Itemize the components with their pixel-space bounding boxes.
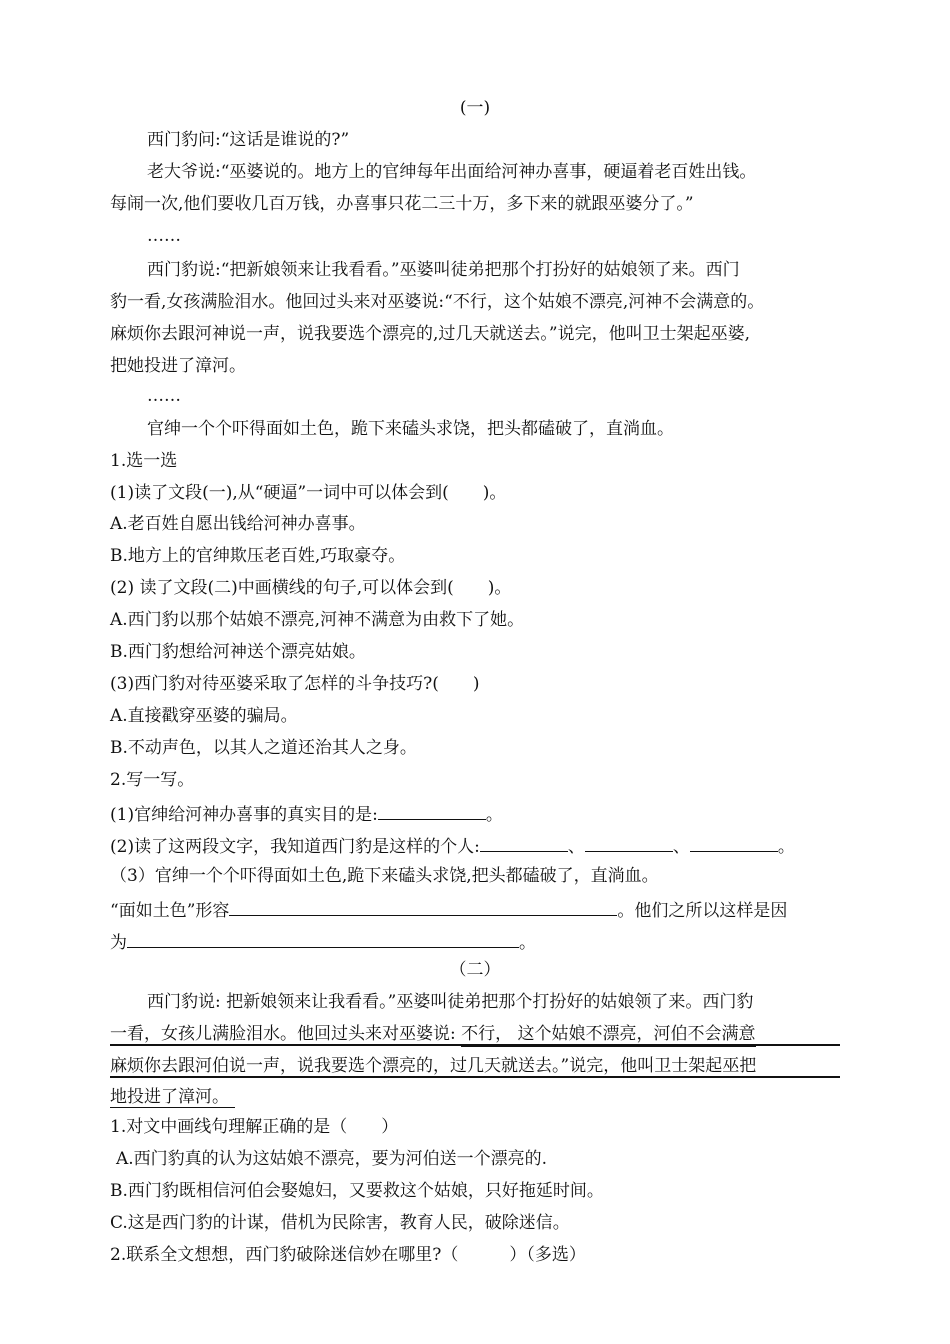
underlined-sentence: 麻烦你去跟河伯说一声，说我要选个漂亮的，过几天就送去。” (110, 1056, 570, 1076)
underline-rule (110, 1107, 235, 1108)
passage1-paragraph: 西门豹说:“把新娘领来让我看看。”巫婆叫徒弟把那个打扮好的姑娘领了来。西门 (147, 260, 740, 280)
passage1-paragraph: 麻烦你去跟河神说一声，说我要选个漂亮的,过几天就送去。”说完，他叫卫士架起巫婆, (110, 324, 750, 344)
passage1-paragraph: 西门豹问:“这话是谁说的?” (147, 130, 350, 150)
question-stem: (3)西门豹对待巫婆采取了怎样的斗争技巧?( ) (110, 674, 480, 694)
passage1-paragraph: 每闹一次,他们要收几百万钱，办喜事只花二三十万，多下来的就跟巫婆分了。” (110, 194, 694, 214)
plain-text: 一看，女孩儿满脸泪水。他回过头来对巫婆说: (110, 1024, 462, 1044)
passage2-paragraph: 地投进了漳河。 (110, 1087, 229, 1107)
passage2-heading: （二） (449, 960, 501, 980)
question-stem: (2)读了这两段文字，我知道西门豹是这样的个人: (110, 837, 480, 857)
answer-blank[interactable] (229, 897, 617, 916)
answer-blank[interactable] (585, 833, 673, 852)
option-b: B.不动声色，以其人之道还治其人之身。 (110, 738, 417, 758)
punctuation: 。 (777, 837, 795, 857)
plain-text: 说完，他叫卫士架起巫把 (569, 1056, 757, 1076)
question-title: 1.对文中画线句理解正确的是（ ） (110, 1117, 399, 1137)
question-stem: “面如土色”形容 (110, 901, 230, 921)
answer-blank[interactable] (690, 833, 778, 852)
passage1-paragraph: 官绅一个个吓得面如土色，跪下来磕头求饶，把头都磕破了，直淌血。 (147, 419, 674, 439)
fill-question (110, 897, 787, 922)
option-b: B.地方上的官绅欺压老百姓,巧取豪夺。 (110, 546, 406, 566)
passage1-paragraph: 豹一看,女孩满脸泪水。他回过头来对巫婆说:“不行，这个姑娘不漂亮,河神不会满意的。 (110, 292, 765, 312)
underline-rule (110, 1076, 840, 1078)
option-a: A.西门豹以那个姑娘不漂亮,河神不满意为由救下了她。 (110, 610, 525, 630)
answer-blank[interactable] (480, 833, 568, 852)
option-c: C.这是西门豹的计谋，借机为民除害，教育人民，破除迷信。 (110, 1213, 570, 1233)
fill-question (110, 833, 795, 858)
question-stem: (1)官绅给河神办喜事的真实目的是: (110, 805, 378, 825)
passage1-paragraph: 把她投进了漳河。 (110, 356, 246, 376)
punctuation: 。 (519, 933, 536, 953)
option-b: B.西门豹想给河神送个漂亮姑娘。 (110, 642, 366, 662)
question-stem: （3）官绅一个个吓得面如土色,跪下来磕头求饶,把头都磕破了，直淌血。 (110, 866, 659, 886)
question-stem: (1)读了文段(一),从“硬逼”一词中可以体会到( )。 (110, 483, 507, 503)
question-stem: 。他们之所以这样是因 (617, 901, 788, 921)
option-b: B.西门豹既相信河伯会娶媳妇，又要救这个姑娘，只好拖延时间。 (110, 1181, 604, 1201)
question-title: 2.写一写。 (110, 770, 195, 790)
question-stem: 为 (110, 933, 127, 953)
fill-question (110, 801, 503, 826)
ellipsis: …… (147, 386, 181, 406)
underline-rule (110, 1044, 840, 1046)
question-title: 2.联系全文想想，西门豹破除迷信妙在哪里?（ ）（多选） (110, 1245, 586, 1265)
punctuation: 。 (485, 805, 503, 825)
answer-blank[interactable] (378, 801, 486, 820)
underlined-sentence: 不行， 这个姑娘不漂亮，河伯不会满意 (461, 1024, 755, 1047)
option-a: A.老百姓自愿出钱给河神办喜事。 (110, 514, 366, 534)
question-title: 1.选一选 (110, 451, 178, 471)
punctuation: 、 (672, 837, 690, 857)
answer-blank[interactable] (127, 929, 519, 948)
punctuation: 、 (567, 837, 585, 857)
option-a: A.西门豹真的认为这姑娘不漂亮，要为河伯送一个漂亮的. (116, 1149, 548, 1169)
passage2-paragraph: 西门豹说: 把新娘领来让我看看。”巫婆叫徒弟把那个打扮好的姑娘领了来。西门豹 (147, 992, 754, 1012)
passage1-heading: (一) (459, 98, 491, 118)
option-a: A.直接戳穿巫婆的骗局。 (110, 706, 298, 726)
ellipsis: …… (147, 226, 181, 246)
passage2-paragraph (110, 1055, 756, 1077)
passage1-paragraph: 老大爷说:“巫婆说的。地方上的官绅每年出面给河神办喜事，硬逼着老百姓出钱。 (147, 162, 757, 182)
fill-question (110, 929, 536, 954)
question-stem: (2) 读了文段(二)中画横线的句子,可以体会到( )。 (110, 578, 512, 598)
passage2-paragraph (110, 1023, 756, 1045)
